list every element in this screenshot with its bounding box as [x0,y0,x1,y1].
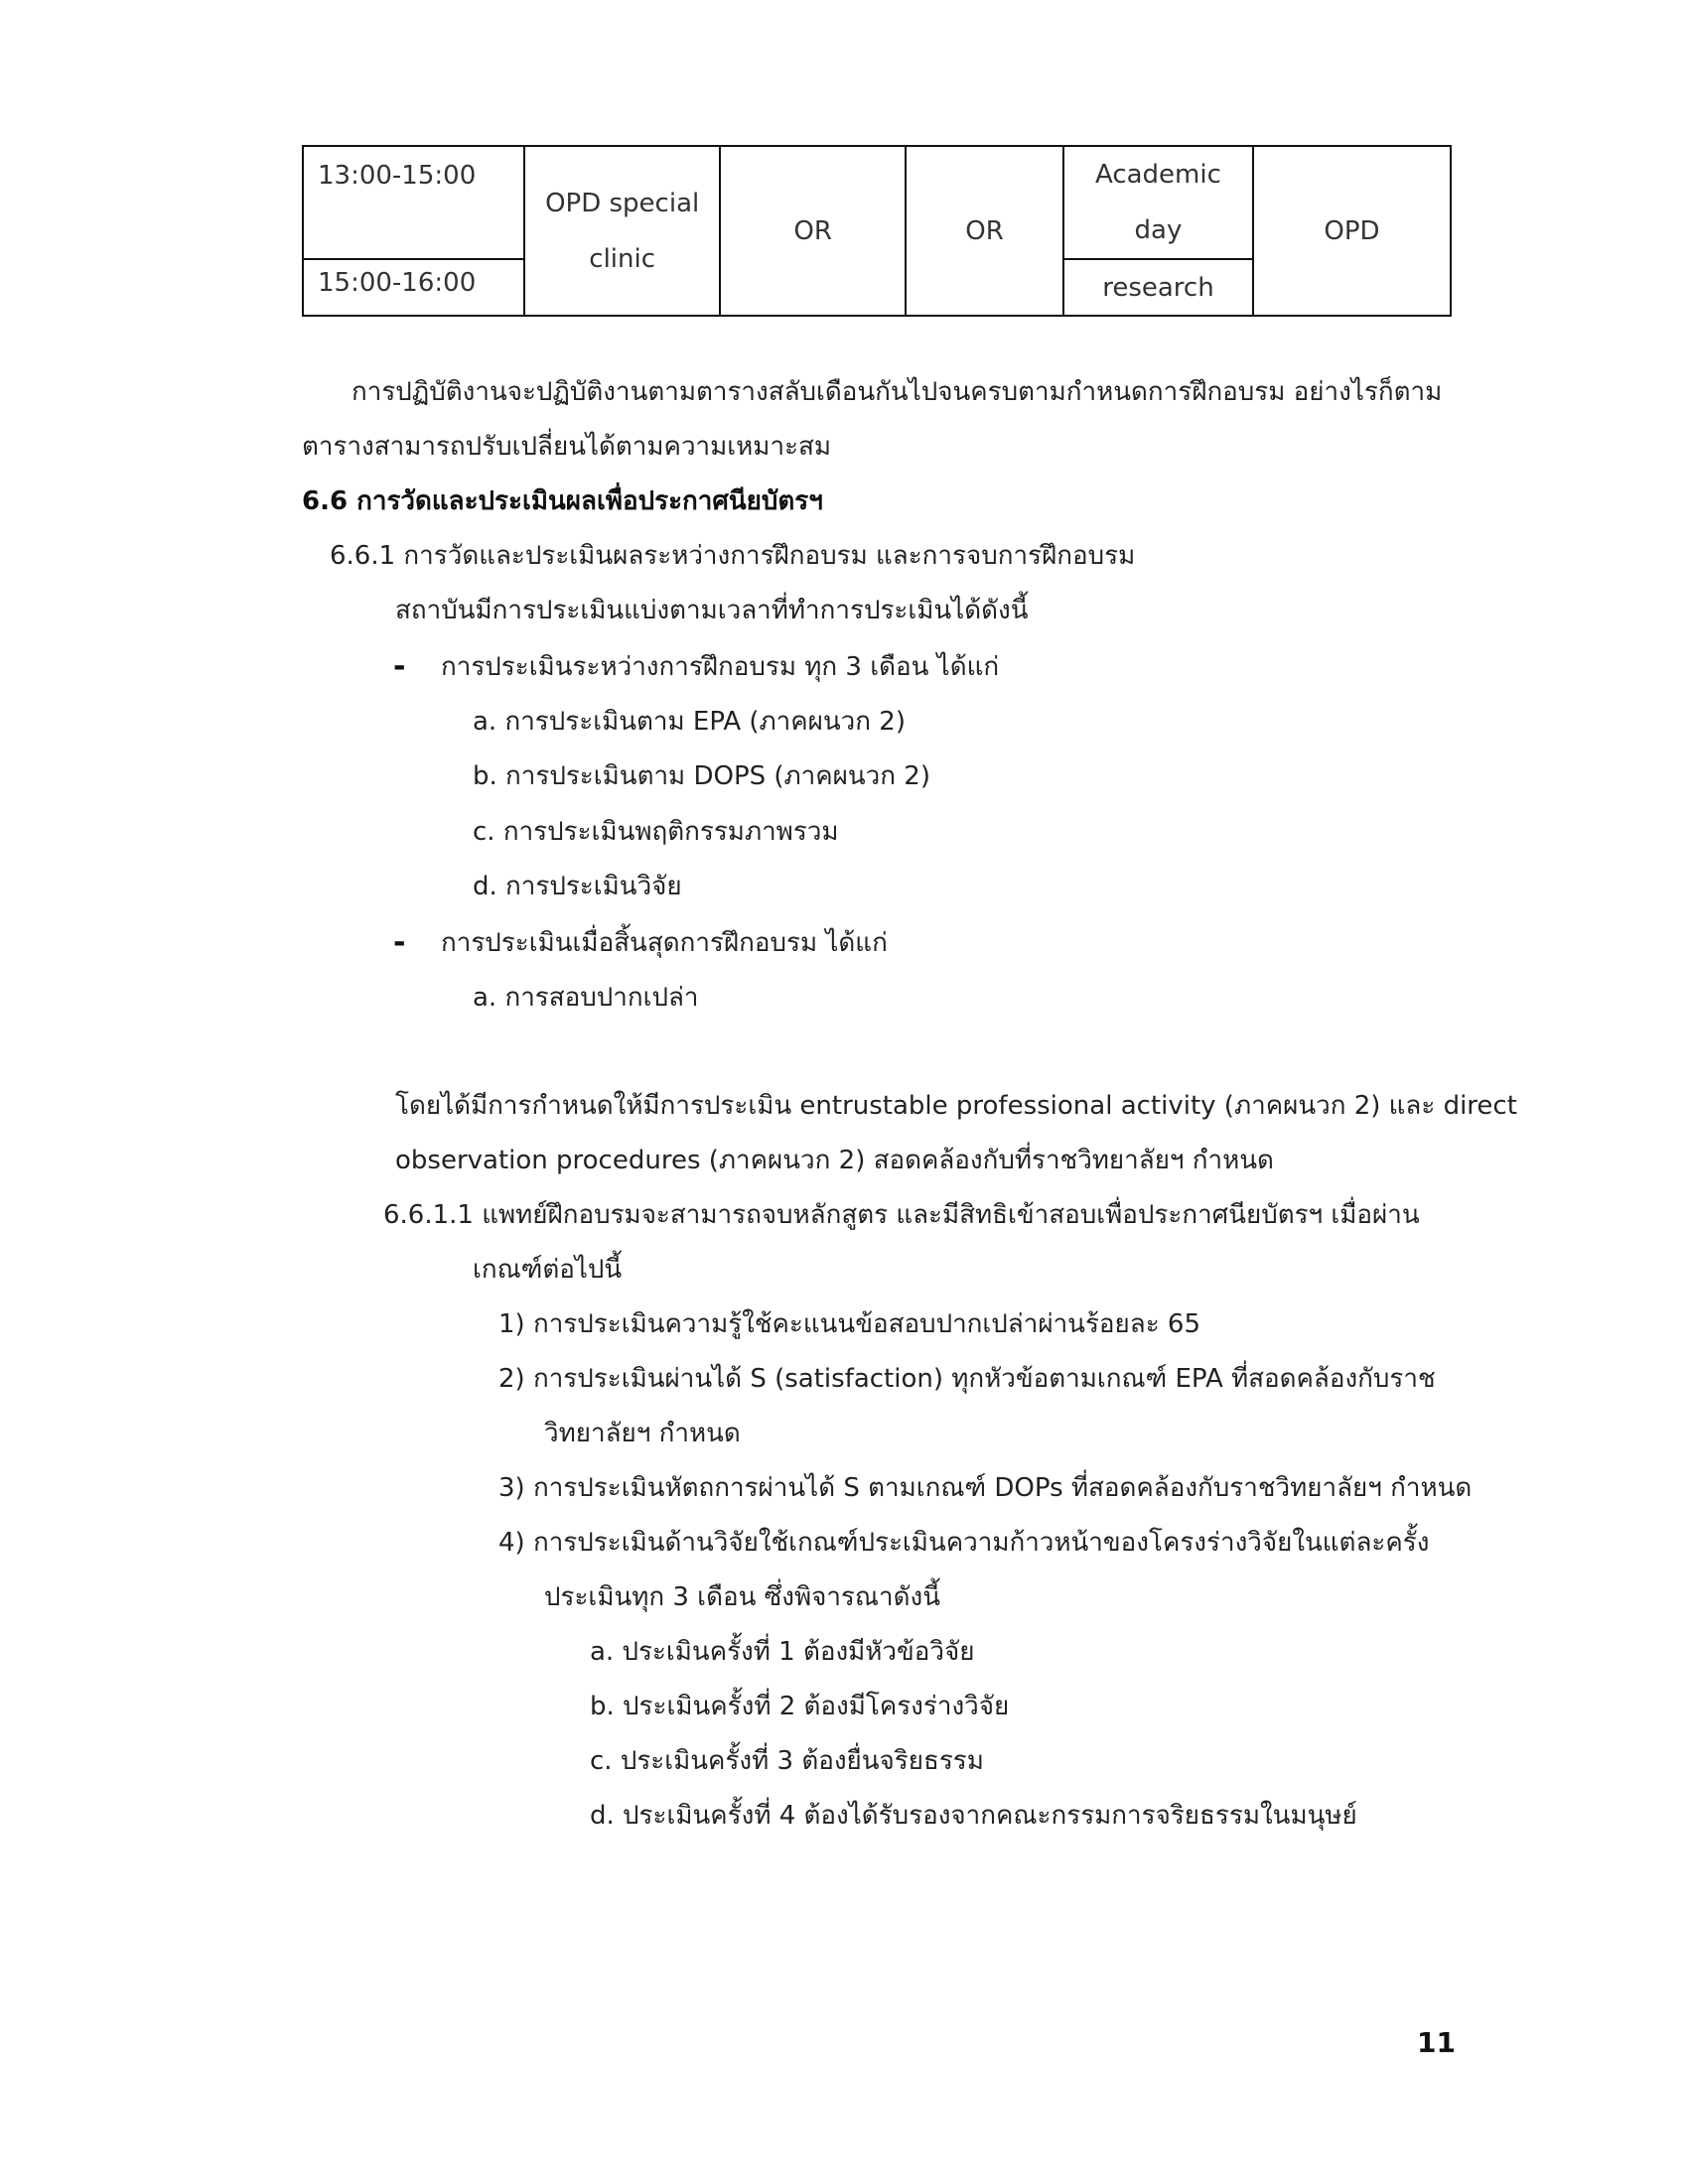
schedule-table [302,145,1452,317]
bullet-2-item: a. การสอบปากเปล่า [473,983,699,1013]
bullet-1-item: a. การประเมินตาม EPA (ภาคผนวก 2) [473,707,906,737]
or-cell-2: OR [906,146,1063,316]
criteria-item-4-line-2: ประเมินทุก 3 เดือน ซึ่งพิจารณาดังนี้ [544,1582,940,1612]
page-number: 11 [1417,2026,1456,2059]
opd-special-clinic-cell [524,146,720,316]
research-criteria-item: b. ประเมินครั้งที่ 2 ต้องมีโครงร่างวิจัย [590,1692,1010,1721]
bullet-dash-2: - [393,925,406,960]
criteria-item-4-line-1: 4) การประเมินด้านวิจัยใช้เกณฑ์ประเมินความก้าวหน้าของโครงร่างวิจัยในแต่ละครั้ง [498,1528,1430,1558]
criteria-item-2-line-2: วิทยาลัยฯ กำหนด [544,1419,741,1448]
subsection-6611-line-1: 6.6.1.1 แพทย์ฝึกอบรมจะสามารถจบหลักสูตร และมีสิทธิเข้าสอบเพื่อประกาศนียบัตรฯ เมื่อผ่าน [383,1200,1420,1230]
research-criteria-item: d. ประเมินครั้งที่ 4 ต้องได้รับรองจากคณะกรรมการจริยธรรมในมนุษย์ [590,1801,1357,1831]
academic-line1: Academic [1094,160,1221,190]
bullet-1-item: b. การประเมินตาม DOPS (ภาคผนวก 2) [473,761,930,791]
bullet-1-text: การประเมินระหว่างการฝึกอบรม ทุก 3 เดือน ได้แก่ [441,652,1000,682]
or-cell-1: OR [720,146,906,316]
bullet-2-text: การประเมินเมื่อสิ้นสุดการฝึกอบรม ได้แก่ [441,928,888,958]
assessment-para-line-1: โดยได้มีการกำหนดให้มีการประเมิน entrustable professional activity (ภาคผนวก 2) และ direct [395,1091,1517,1121]
section-heading: 6.6 การวัดและประเมินผลเพื่อประกาศนียบัตรฯ [302,486,823,516]
bullet-1-item: c. การประเมินพฤติกรรมภาพรวม [473,817,839,847]
assessment-para-line-2: observation procedures (ภาคผนวก 2) สอดคล้องกับที่ราชวิทยาลัยฯ กำหนด [395,1146,1274,1175]
bullet-dash-1: - [393,649,406,684]
research-criteria-item: a. ประเมินครั้งที่ 1 ต้องมีหัวข้อวิจัย [590,1637,975,1667]
subsection-661-lead: สถาบันมีการประเมินแบ่งตามเวลาที่ทำการประเมินได้ดังนี้ [395,596,1029,625]
bullet-1-item: d. การประเมินวิจัย [473,872,682,901]
research-cell: research [1063,259,1253,316]
criteria-item-2-line-1: 2) การประเมินผ่านได้ S (satisfaction) ทุกหัวข้อตามเกณฑ์ EPA ที่สอดคล้องกับราช [498,1364,1436,1394]
opd-special-line1: OPD special [545,188,700,218]
subsection-661-title: 6.6.1 การวัดและประเมินผลระหว่างการฝึกอบรม และการจบการฝึกอบรม [330,541,1136,571]
time-slot-2: 15:00-16:00 [303,259,524,316]
criteria-item-1: 1) การประเมินความรู้ใช้คะแนนข้อสอบปากเปล่าผ่านร้อยละ 65 [498,1309,1201,1339]
criteria-item-3: 3) การประเมินหัตถการผ่านได้ S ตามเกณฑ์ DOPs ที่สอดคล้องกับราชวิทยาลัยฯ กำหนด [498,1473,1473,1503]
academic-line2: day [1134,215,1183,245]
intro-line-2: ตารางสามารถปรับเปลี่ยนได้ตามความเหมาะสม [302,432,832,462]
time-slot-1: 13:00-15:00 [303,146,524,259]
academic-day-cell [1063,146,1253,259]
subsection-6611-line-2: เกณฑ์ต่อไปนี้ [473,1255,623,1285]
intro-line-1: การปฏิบัติงานจะปฏิบัติงานตามตารางสลับเดือนกันไปจนครบตามกำหนดการฝึกอบรม อย่างไรก็ตาม [352,377,1443,407]
opd-cell: OPD [1253,146,1451,316]
research-criteria-item: c. ประเมินครั้งที่ 3 ต้องยื่นจริยธรรม [590,1746,984,1776]
opd-special-line2: clinic [589,243,656,274]
